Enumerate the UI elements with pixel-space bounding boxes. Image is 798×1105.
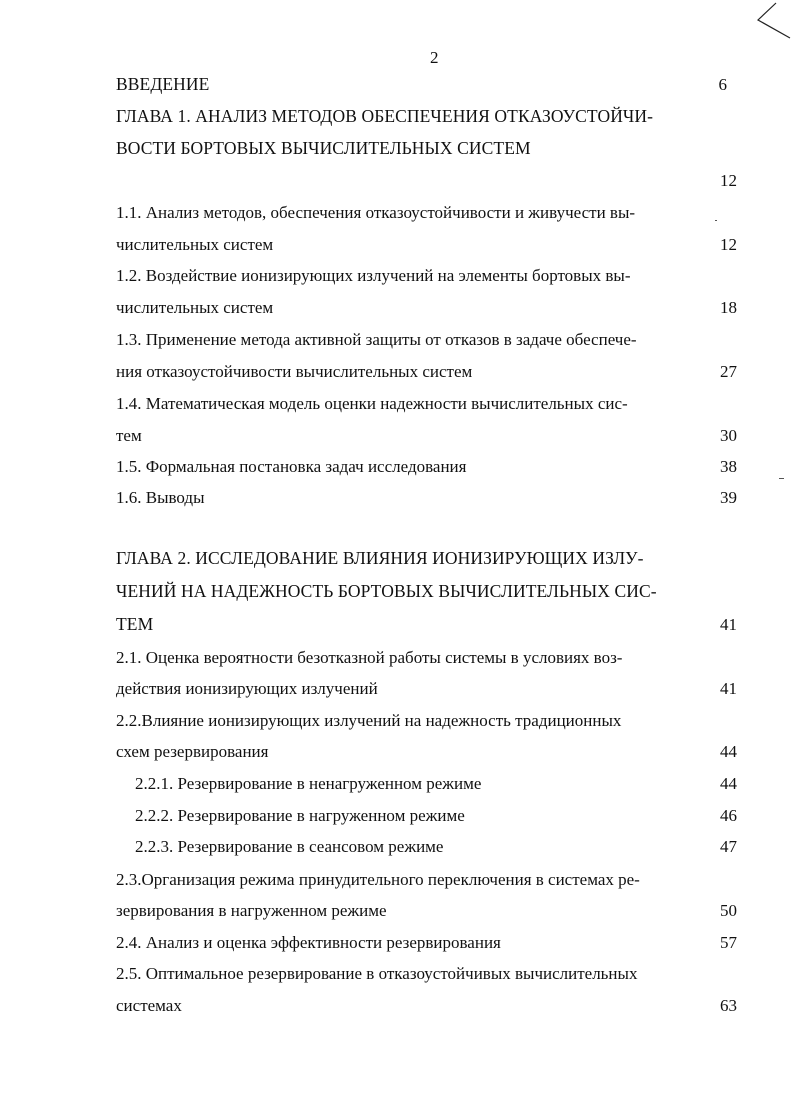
toc-entry-line: числительных систем: [116, 235, 274, 254]
toc-entry-line: 2.4. Анализ и оценка эффективности резервирования: [116, 933, 501, 952]
page-number: 2: [430, 48, 439, 67]
toc-chapter-line: ЧЕНИЙ НА НАДЕЖНОСТЬ БОРТОВЫХ ВЫЧИСЛИТЕЛЬНЫХ СИС-: [116, 581, 657, 601]
toc-entry-line: 1.2. Воздействие ионизирующих излучений на элементы бортовых вы-: [116, 266, 631, 285]
toc-entry-line: 2.3.Организация режима принудительного переключения в системах ре-: [116, 870, 640, 889]
toc-page-number: 44: [720, 774, 737, 793]
toc-page-number: 46: [720, 806, 737, 825]
toc-chapter-line: ВОСТИ БОРТОВЫХ ВЫЧИСЛИТЕЛЬНЫХ СИСТЕМ: [116, 138, 531, 158]
toc-page-number: 63: [720, 996, 737, 1015]
toc-page-number: 50: [720, 901, 737, 920]
toc-entry-line: 1.1. Анализ методов, обеспечения отказоустойчивости и живучести вы-: [116, 203, 636, 222]
toc-entry-line: тем: [116, 426, 142, 445]
toc-subentry-line: 2.2.2. Резервирование в нагруженном режиме: [135, 806, 465, 825]
toc-page-number: 41: [720, 615, 737, 634]
toc-entry-line: 1.3. Применение метода активной защиты от отказов в задаче обеспече-: [116, 330, 637, 349]
toc-chapter-line: ГЛАВА 2. ИССЛЕДОВАНИЕ ВЛИЯНИЯ ИОНИЗИРУЮЩИХ ИЗЛУ-: [116, 548, 644, 568]
toc-entry-line: 1.5. Формальная постановка задач исследования: [116, 457, 467, 476]
toc-page-number: 12: [720, 171, 737, 190]
toc-entry-line: 1.4. Математическая модель оценки надежности вычислительных сис-: [116, 394, 628, 413]
toc-entry-line: 2.1. Оценка вероятности безотказной работы системы в условиях воз-: [116, 648, 623, 667]
toc-entry-line: 1.6. Выводы: [116, 488, 205, 507]
toc-page-number: 41: [720, 679, 737, 698]
toc-page-number: 27: [720, 362, 737, 381]
toc-page-number: 57: [720, 933, 737, 952]
toc-page-number: 12: [720, 235, 737, 254]
toc-entry-line: схем резервирования: [116, 742, 269, 761]
toc-entry-line: 2.5. Оптимальное резервирование в отказоустойчивых вычислительных: [116, 964, 638, 983]
toc-page-number: 47: [720, 837, 737, 856]
toc-entry-line: зервирования в нагруженном режиме: [116, 901, 387, 920]
toc-page-number: 30: [720, 426, 737, 445]
toc-entry-line: 2.2.Влияние ионизирующих излучений на надежность традиционных: [116, 711, 622, 730]
toc-page-number: 44: [720, 742, 737, 761]
scan-speck: [715, 220, 717, 221]
toc-entry-line: ВВЕДЕНИЕ: [116, 74, 210, 94]
toc-page-number: 39: [720, 488, 737, 507]
toc-entry-line: системах: [116, 996, 182, 1015]
toc-chapter-line: ТЕМ: [116, 614, 154, 634]
toc-entry-line: действия ионизирующих излучений: [116, 679, 378, 698]
toc-entry-line: ния отказоустойчивости вычислительных систем: [116, 362, 473, 381]
toc-page-number: 38: [720, 457, 737, 476]
scan-speck: [779, 478, 784, 479]
pen-mark: [748, 0, 798, 50]
toc-subentry-line: 2.2.1. Резервирование в ненагруженном режиме: [135, 774, 482, 793]
toc-chapter-line: ГЛАВА 1. АНАЛИЗ МЕТОДОВ ОБЕСПЕЧЕНИЯ ОТКАЗОУСТОЙЧИ-: [116, 106, 654, 126]
toc-entry-line: числительных систем: [116, 298, 274, 317]
toc-subentry-line: 2.2.3. Резервирование в сеансовом режиме: [135, 837, 444, 856]
toc-page-number: 18: [720, 298, 737, 317]
toc-page-number: 6: [718, 75, 727, 94]
